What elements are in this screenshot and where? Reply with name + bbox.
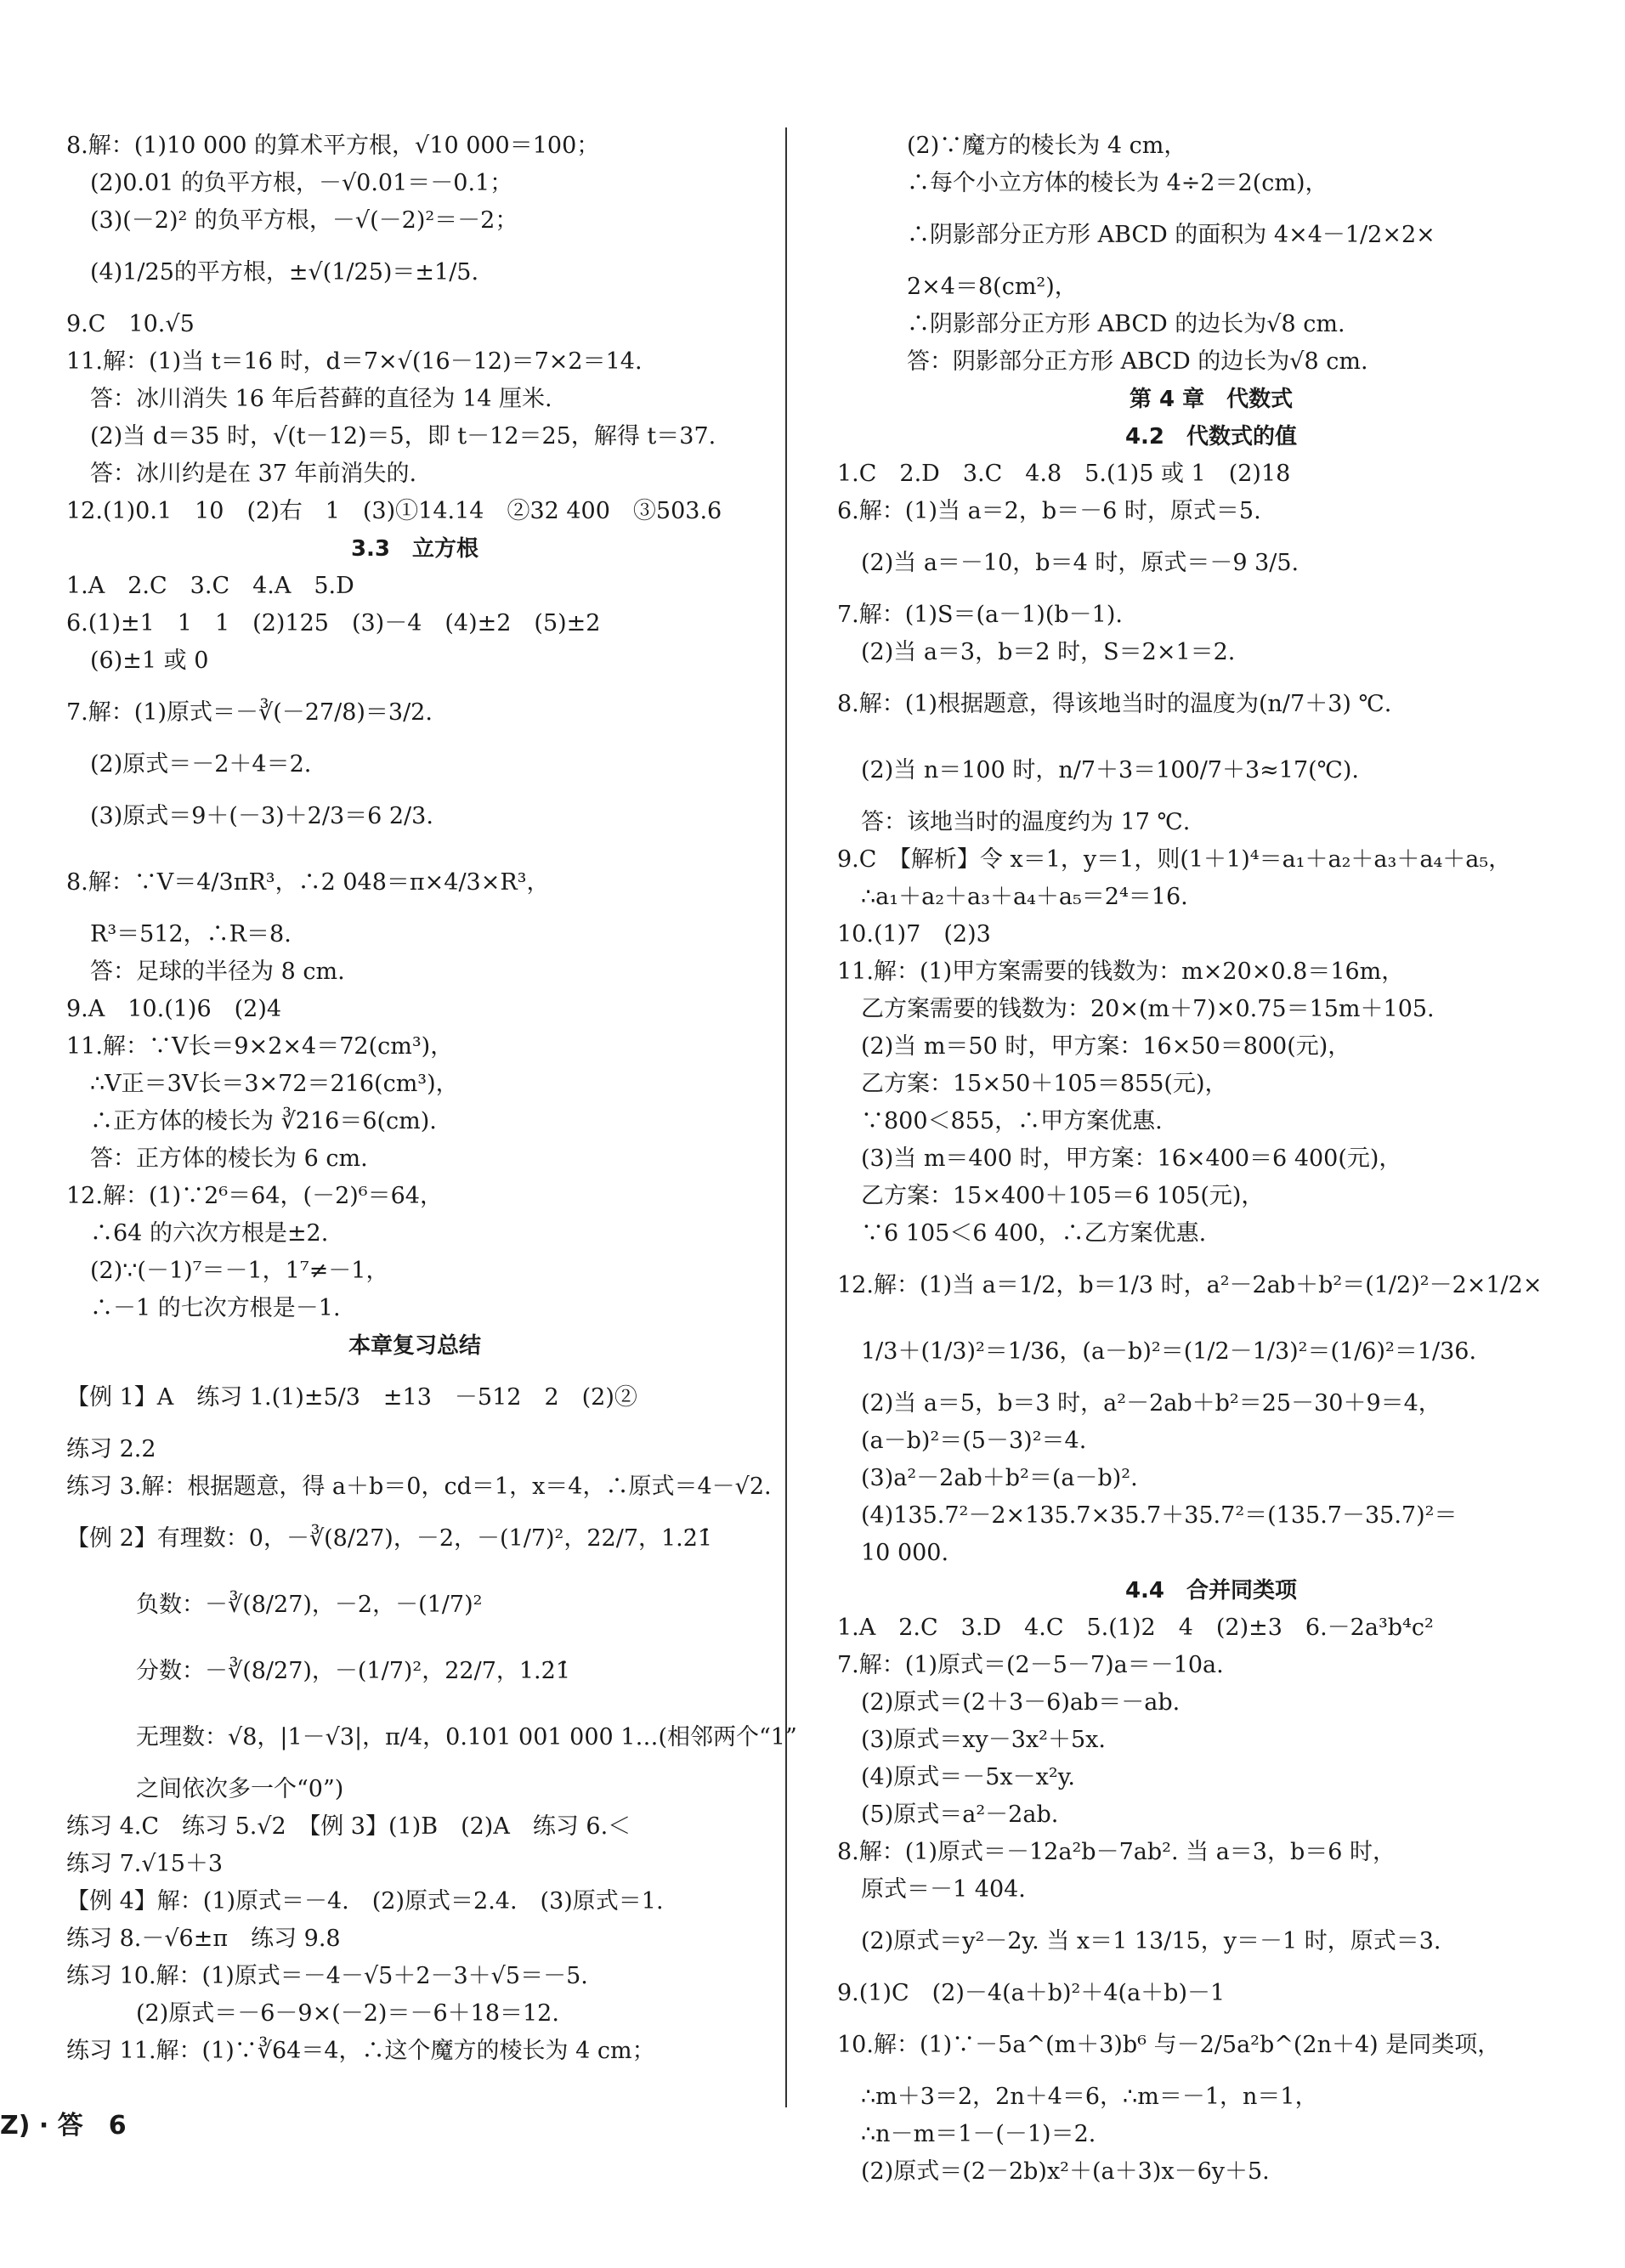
answer-line: 乙方案：15×50＋105＝855(元)， xyxy=(861,1071,1228,1097)
answer-line: 2×4＝8(cm²)， xyxy=(907,274,1078,300)
answer-line: (5)原式＝a²－2ab. xyxy=(861,1801,1059,1828)
answer-line: (3)当 m＝400 时，甲方案：16×400＝6 400(元)， xyxy=(861,1145,1402,1172)
answer-line: 练习 4.C 练习 5.√2 【例 3】(1)B (2)A 练习 6.＜ xyxy=(66,1813,631,1840)
answer-line: ∴n－m＝1－(－1)＝2. xyxy=(861,2121,1096,2147)
answer-line: (2)原式＝－6－9×(－2)＝－6＋18＝12. xyxy=(136,2000,559,2027)
answer-line: ∴每个小立方体的棱长为 4÷2＝2(cm)， xyxy=(907,170,1328,196)
answer-line: 1/3＋(1/3)²＝1/36，(a－b)²＝(1/2－1/3)²＝(1/6)²＝1/36. xyxy=(861,1338,1477,1365)
answer-line: 4.2 代数式的值 xyxy=(1124,424,1298,450)
answer-line: 负数：－∛(8/27)，－2，－(1/7)² xyxy=(136,1592,483,1618)
answer-line: 练习 3.解：根据题意，得 a＋b＝0，cd＝1，x＝4，∴原式＝4－√2. xyxy=(66,1473,772,1500)
answer-line: (6)±1 或 0 xyxy=(90,648,209,674)
answer-line: 练习 2.2 xyxy=(66,1436,156,1462)
answer-line: (2)当 m＝50 时，甲方案：16×50＝800(元)， xyxy=(861,1033,1351,1060)
answer-line: 答：阴影部分正方形 ABCD 的边长为√8 cm. xyxy=(907,348,1368,375)
answer-line: 6.(1)±1 1 1 (2)125 (3)－4 (4)±2 (5)±2 xyxy=(66,610,601,636)
answer-line: ∴m＋3＝2，2n＋4＝6，∴m＝－1，n＝1， xyxy=(861,2084,1318,2110)
answer-line: 12.(1)0.1 10 (2)右 1 (3)①14.14 ②32 400 ③503.6 xyxy=(66,498,722,524)
answer-line: (a－b)²＝(5－3)²＝4. xyxy=(861,1428,1087,1454)
answer-line: 8.解：(1)根据题意，得该地当时的温度为(n/7＋3) ℃. xyxy=(837,691,1392,717)
answer-line: 7.解：(1)S＝(a－1)(b－1). xyxy=(837,602,1123,628)
answer-line: (2)当 a＝3，b＝2 时，S＝2×1＝2. xyxy=(861,639,1236,665)
answer-line: 6.解：(1)当 a＝2，b＝－6 时，原式＝5. xyxy=(837,498,1261,524)
answer-line: (4)135.7²－2×135.7×35.7＋35.7²＝(135.7－35.7)²＝ xyxy=(861,1502,1458,1529)
answer-line: 9.(1)C (2)－4(a＋b)²＋4(a＋b)－1 xyxy=(837,1980,1226,2006)
answer-line: ∴阴影部分正方形 ABCD 的边长为√8 cm. xyxy=(907,311,1345,337)
answer-line: 9.A 10.(1)6 (2)4 xyxy=(66,996,282,1022)
answer-line: 答：冰川约是在 37 年前消失的. xyxy=(90,461,417,487)
answer-line: 【例 2】有理数：0，－∛(8/27)，－2，－(1/7)²，22/7，1.2̇1̇ xyxy=(66,1525,713,1552)
answer-line: 9.C 10.√5 xyxy=(66,311,195,337)
answer-line: (3)原式＝xy－3x²＋5x. xyxy=(861,1727,1106,1753)
answer-line: 8.解：(1)10 000 的算术平方根，√10 000＝100； xyxy=(66,133,600,159)
answer-line: R³＝512，∴R＝8. xyxy=(90,921,292,947)
answer-line: ∴a₁＋a₂＋a₃＋a₄＋a₅＝2⁴＝16. xyxy=(861,884,1188,910)
answer-line: ∵800＜855，∴甲方案优惠. xyxy=(861,1108,1163,1134)
answer-line: 8.解：(1)原式＝－12a²b－7ab². 当 a＝3，b＝6 时， xyxy=(837,1839,1396,1865)
column-divider xyxy=(785,127,787,2107)
answer-line: (2)0.01 的负平方根，－√0.01＝－0.1； xyxy=(90,170,513,196)
answer-line: (2)当 d＝35 时，√(t－12)＝5，即 t－12＝25，解得 t＝37. xyxy=(90,423,716,450)
answer-line: (2)当 n＝100 时，n/7＋3＝100/7＋3≈17(℃). xyxy=(861,757,1359,783)
answer-line: 分数：－∛(8/27)，－(1/7)²，22/7，1.2̇1̇ xyxy=(136,1658,570,1684)
answer-line: 【例 1】A 练习 1.(1)±5/3 ±13 －512 2 (2)② xyxy=(66,1384,637,1411)
answer-line: (2)原式＝(2＋3－6)ab＝－ab. xyxy=(861,1689,1181,1716)
answer-line: (3)a²－2ab＋b²＝(a－b)². xyxy=(861,1465,1138,1491)
answer-line: 乙方案：15×400＋105＝6 105(元)， xyxy=(861,1183,1265,1209)
answer-line: (2)当 a＝5，b＝3 时，a²－2ab＋b²＝25－30＋9＝4， xyxy=(861,1390,1441,1417)
answer-line: (4)原式＝－5x－x²y. xyxy=(861,1764,1075,1790)
page-footer: Z) · 答 6 xyxy=(0,2111,127,2141)
answer-line: (2)∵(－1)⁷＝－1，1⁷≠－1， xyxy=(90,1258,389,1284)
answer-line: 答：冰川消失 16 年后苔藓的直径为 14 厘米. xyxy=(90,386,552,412)
answer-line: ∴正方体的棱长为 ∛216＝6(cm). xyxy=(90,1108,437,1134)
answer-line: ∵6 105＜6 400，∴乙方案优惠. xyxy=(861,1220,1207,1247)
answer-line: 乙方案需要的钱数为：20×(m＋7)×0.75＝15m＋105. xyxy=(861,996,1435,1022)
answer-line: 10.解：(1)∵－5a^(m＋3)b⁶ 与－2/5a²b^(2n＋4) 是同类项， xyxy=(837,2032,1501,2058)
answer-line: 练习 10.解：(1)原式＝－4－√5＋2－3＋√5＝－5. xyxy=(66,1963,588,1989)
answer-line: (2)原式＝y²－2y. 当 x＝1 13/15，y＝－1 时，原式＝3. xyxy=(861,1928,1441,1954)
answer-line: 10.(1)7 (2)3 xyxy=(837,921,991,947)
answer-line: 原式＝－1 404. xyxy=(861,1876,1026,1903)
answer-line: 11.解：(1)甲方案需要的钱数为：m×20×0.8＝16m， xyxy=(837,959,1405,985)
answer-line: (3)原式＝9＋(－3)＋2/3＝6 2/3. xyxy=(90,803,433,829)
left-answer-column xyxy=(66,127,797,2070)
answer-line: 之间依次多一个“0”) xyxy=(136,1776,344,1802)
answer-line: 练习 11.解：(1)∵∛64＝4，∴这个魔方的棱长为 4 cm； xyxy=(66,2038,655,2064)
answer-line: ∴阴影部分正方形 ABCD 的面积为 4×4－1/2×2× xyxy=(907,222,1435,248)
answer-line: 4.4 合并同类项 xyxy=(1124,1578,1298,1603)
answer-line: 3.3 立方根 xyxy=(350,536,479,562)
answer-line: 答：该地当时的温度约为 17 ℃. xyxy=(861,809,1191,835)
answer-line: 答：足球的半径为 8 cm. xyxy=(90,959,345,985)
answer-line: 9.C 【解析】令 x＝1，y＝1，则(1＋1)⁴＝a₁＋a₂＋a₃＋a₄＋a₅， xyxy=(837,846,1512,873)
answer-line: ∴－1 的七次方根是－1. xyxy=(90,1295,341,1321)
answer-line: 练习 8.－√6±π 练习 9.8 xyxy=(66,1926,341,1952)
right-answer-column xyxy=(837,127,1585,2191)
answer-line: ∴64 的六次方根是±2. xyxy=(90,1220,329,1247)
answer-line: 12.解：(1)当 a＝1/2，b＝1/3 时，a²－2ab＋b²＝(1/2)²－2×1/2× xyxy=(837,1272,1543,1298)
answer-line: 【例 4】解：(1)原式＝－4. (2)原式＝2.4. (3)原式＝1. xyxy=(66,1888,664,1915)
answer-line: 12.解：(1)∵2⁶＝64，(－2)⁶＝64， xyxy=(66,1183,443,1209)
answer-line: 11.解：∵V长＝9×2×4＝72(cm³)， xyxy=(66,1033,454,1060)
answer-line: 7.解：(1)原式＝－∛(－27/8)＝3/2. xyxy=(66,699,433,726)
answer-line: 1.A 2.C 3.D 4.C 5.(1)2 4 (2)±3 6.－2a³b⁴c² xyxy=(837,1615,1434,1641)
answer-line: 1.A 2.C 3.C 4.A 5.D xyxy=(66,573,354,599)
answer-line: 8.解：∵V＝4/3πR³，∴2 048＝π×4/3×R³， xyxy=(66,869,550,896)
answer-line: (2)当 a＝－10，b＝4 时，原式＝－9 3/5. xyxy=(861,550,1299,576)
answer-line: 7.解：(1)原式＝(2－5－7)a＝－10a. xyxy=(837,1652,1224,1678)
answer-line: 本章复习总结 xyxy=(348,1333,481,1359)
answer-line: (3)(－2)² 的负平方根，－√(－2)²＝－2； xyxy=(90,207,518,234)
answer-line: 练习 7.√15＋3 xyxy=(66,1851,224,1877)
answer-line: (2)∵魔方的棱长为 4 cm， xyxy=(907,133,1187,159)
answer-line: 答：正方体的棱长为 6 cm. xyxy=(90,1145,368,1172)
answer-line: 无理数：√8，|1－√3|，π/4，0.101 001 000 1…(相邻两个“1” xyxy=(136,1724,797,1750)
answer-line: (2)原式＝(2－2b)x²＋(a＋3)x－6y＋5. xyxy=(861,2158,1270,2185)
answer-line: (4)1/25的平方根，±√(1/25)＝±1/5. xyxy=(90,259,479,286)
answer-line: 10 000. xyxy=(861,1540,949,1566)
answer-line: ∴V正＝3V长＝3×72＝216(cm³)， xyxy=(90,1071,459,1097)
answer-line: 11.解：(1)当 t＝16 时，d＝7×√(16－12)＝7×2＝14. xyxy=(66,348,643,375)
answer-line: 第 4 章 代数式 xyxy=(1129,387,1294,412)
answer-line: (2)原式＝－2＋4＝2. xyxy=(90,751,312,778)
answer-line: 1.C 2.D 3.C 4.8 5.(1)5 或 1 (2)18 xyxy=(837,461,1291,487)
